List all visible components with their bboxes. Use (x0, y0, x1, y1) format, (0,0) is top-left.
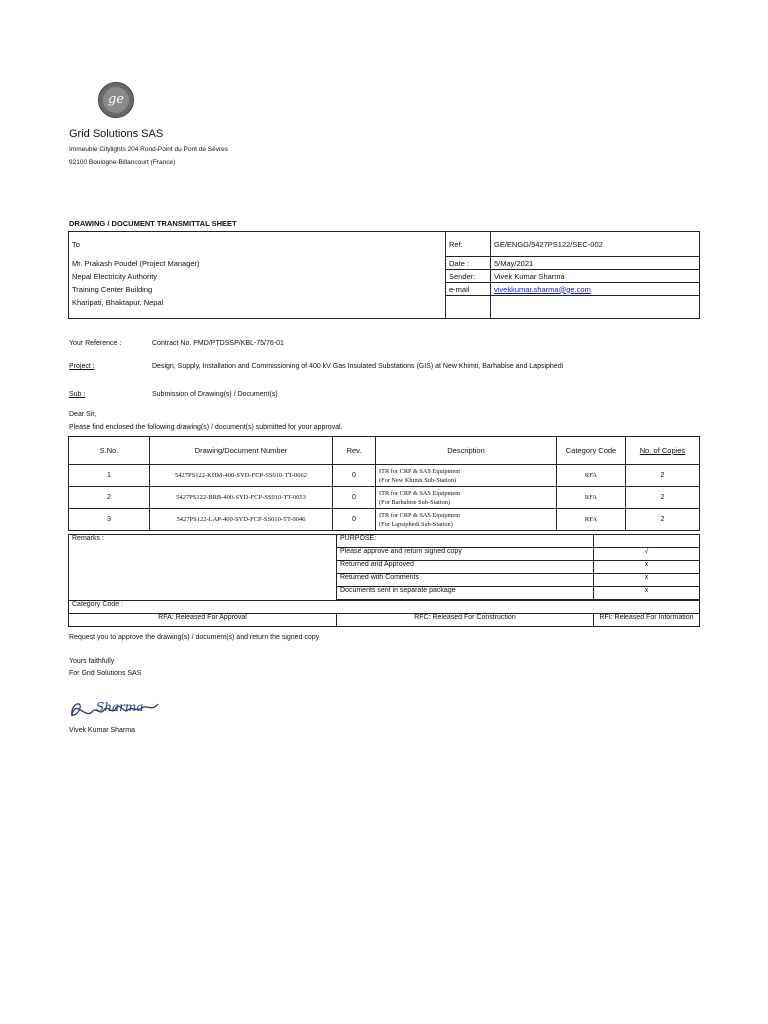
col-description: Description (376, 437, 557, 465)
purpose-label: PURPOSE: (337, 535, 594, 548)
desc-line: ITR for CRP & SAS Equipment (379, 511, 461, 519)
desc-line: (For Barhabise Sub-Station) (379, 498, 451, 506)
cell-category: RFA (557, 465, 626, 487)
closing-line1: Yours faithfully (69, 658, 115, 665)
cell-description (376, 509, 557, 531)
purpose-mark: √ (593, 548, 699, 561)
cell-category: RFA (557, 509, 626, 531)
recipient-line: Kharipati, Bhaktapur, Nepal (72, 298, 164, 307)
ref-value: GE/ENGG/5427PS122/SEC-002 (491, 232, 700, 257)
company-name: Grid Solutions SAS (69, 128, 164, 140)
email-link[interactable]: vivekkumar.sharma@ge.com (494, 284, 591, 294)
signer-name: Vivek Kumar Sharma (69, 727, 136, 734)
purpose-mark: x (593, 561, 699, 574)
greeting: Dear Sir, (69, 411, 97, 418)
cell-copies: 2 (626, 465, 700, 487)
email-label: e-mail (446, 283, 491, 296)
date-value: 5/May/2021 (491, 257, 700, 270)
category-code-label: Category Code : (69, 601, 700, 614)
your-reference-value: Contract No. PMD/PTDSSP/KBL-75/76-01 (152, 340, 284, 347)
table-row (69, 487, 700, 509)
cell-copies: 2 (626, 509, 700, 531)
subject-value: Submission of Drawing(s) / Document(s) (152, 391, 278, 398)
table-row (69, 509, 700, 531)
category-rfc: RFC: Released For Construction (337, 614, 594, 627)
to-label: To (72, 240, 80, 249)
cell-doc-number: 5427PS122-LAP-400-SYD-FCP-SS010-TT-0046 (150, 509, 333, 531)
cell-rev: 0 (333, 509, 376, 531)
ref-label: Ref: (446, 232, 491, 257)
subject-label: Sub : (69, 391, 86, 398)
recipient-line: Mr. Prakash Poudel (Project Manager) (72, 259, 200, 268)
ge-logo (98, 82, 134, 118)
cell-sno: 3 (69, 509, 150, 531)
purpose-mark: x (593, 574, 699, 587)
email-cell (491, 283, 700, 296)
recipient-line: Training Center Building (72, 285, 153, 294)
project-label: Project : (69, 363, 95, 370)
desc-line: ITR for CRP & SAS Equipment (379, 489, 461, 497)
empty-cell (593, 535, 699, 548)
desc-line: (For New Khimti Sub-Station) (379, 476, 457, 484)
signature-text: Sharma (96, 700, 144, 714)
cell-category: RFA (557, 487, 626, 509)
transmittal-header-table (68, 231, 700, 319)
sender-value: Vivek Kumar Sharma (491, 270, 700, 283)
project-value: Design, Supply, Installation and Commissioning of 400 kV Gas Insulated Substations (GIS) at New Khimti, Barhabise and Lapsiphedi (152, 363, 564, 370)
cell-rev: 0 (333, 465, 376, 487)
col-copies: No. of Copies (626, 437, 700, 465)
sender-label: Sender: (446, 270, 491, 283)
table-header-row (69, 437, 700, 465)
purpose-item: Documents sent in separate package (337, 587, 594, 600)
ge-monogram-icon: ge (103, 87, 129, 113)
category-rfi: RFI: Released For Information (593, 614, 699, 627)
cell-sno: 2 (69, 487, 150, 509)
remarks-purpose-table (68, 534, 700, 627)
col-rev: Rev. (333, 437, 376, 465)
col-sno: S.No. (69, 437, 150, 465)
empty-cell (491, 296, 700, 319)
company-address-line2: 92100 Boulogne-Billancourt (France) (69, 159, 176, 166)
purpose-item: Please approve and return signed copy (337, 548, 594, 561)
documents-table (68, 436, 700, 531)
desc-line: ITR for CRP & SAS Equipment (379, 467, 461, 475)
empty-cell (446, 296, 491, 319)
purpose-item: Returned and Approved (337, 561, 594, 574)
cell-description (376, 487, 557, 509)
cell-description (376, 465, 557, 487)
recipient-cell (69, 232, 446, 319)
signature-image (66, 694, 166, 724)
col-doc-number: Drawing/Document Number (150, 437, 333, 465)
closing-line2: For Grid Solutions SAS (69, 670, 142, 677)
purpose-item: Returned with Comments (337, 574, 594, 587)
col-category-code: Category Code (557, 437, 626, 465)
desc-line: (For Lapsiphedi Sub-Station) (379, 520, 453, 528)
table-row (69, 465, 700, 487)
recipient-line: Nepal Electricity Authority (72, 272, 158, 281)
cell-doc-number: 5427PS122-BRB-400-SYD-FCP-SS010-TT-0053 (150, 487, 333, 509)
cell-copies: 2 (626, 487, 700, 509)
category-rfa: RFA: Released For Approval (69, 614, 337, 627)
cell-doc-number: 5427PS122-KHM-400-SYD-FCP-SS010-TT-0062 (150, 465, 333, 487)
cell-sno: 1 (69, 465, 150, 487)
purpose-mark: x (593, 587, 699, 600)
sheet-title: DRAWING / DOCUMENT TRANSMITTAL SHEET (69, 219, 237, 228)
date-label: Date : (446, 257, 491, 270)
remarks-cell: Remarks : (69, 535, 337, 601)
cell-rev: 0 (333, 487, 376, 509)
intro-text: Please find enclosed the following drawing(s) / document(s) submitted for your approval. (69, 424, 343, 431)
your-reference-label: Your Reference : (69, 340, 122, 347)
company-address-line1: Immeuble Citylights 204 Rond-Point du Pont de Sèvres (69, 146, 228, 153)
request-text: Request you to approve the drawing(s) / document(s) and return the signed copy (69, 634, 320, 641)
